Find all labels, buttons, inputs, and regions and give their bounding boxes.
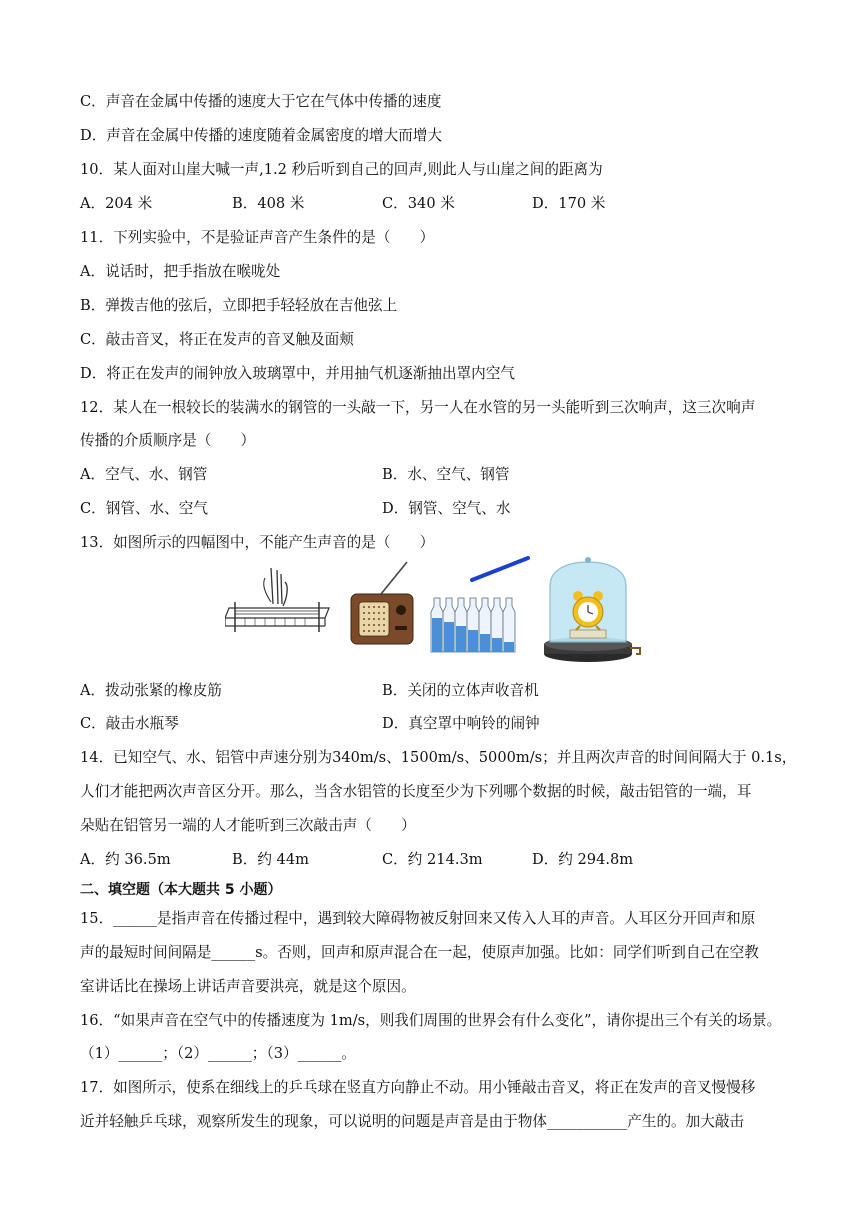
q14-stem-line1: 14．已知空气、水、铝管中声速分别为340m/s、1500m/s、5000m/s；并且两次声音的时间间隔大于 0.1s， [80, 749, 797, 766]
q13-option-b: B．关闭的立体声收音机 [382, 682, 539, 699]
q9-option-c: C．声音在金属中传播的速度大于它在气体中传播的速度 [80, 93, 442, 110]
q12-stem-line1: 12．某人在一根较长的装满水的钢管的一头敲一下，另一人在水管的另一头能听到三次响声，这三次响声 [80, 399, 756, 416]
q12-stem-line2: 传播的介质顺序是（ ） [80, 432, 256, 449]
q15-line1: 15．______是指声音在传播过程中，遇到较大障碍物被反射回来又传入人耳的声音。人耳区分开回声和原 [80, 910, 756, 927]
q11-option-a: A．说话时，把手指放在喉咙处 [80, 263, 281, 280]
q11-stem: 11．下列实验中，不是验证声音产生条件的是（ ） [80, 229, 435, 246]
q11-option-c: C．敲击音叉，将正在发声的音叉触及面颊 [80, 331, 354, 348]
q17-line1: 17．如图所示，使系在细线上的乒乓球在竖直方向静止不动。用小锤敲击音叉，将正在发声的音叉慢慢移 [80, 1079, 756, 1096]
q12-option-c: C．钢管、水、空气 [80, 500, 208, 517]
q14-option-c: C．约 214.3m [382, 851, 483, 868]
q14-option-a: A．约 36.5m [80, 851, 171, 868]
q11-option-d: D．将正在发声的闹钟放入玻璃罩中，并用抽气机逐渐抽出罩内空气 [80, 365, 515, 382]
q12-option-b: B．水、空气、钢管 [382, 466, 510, 483]
q10-option-a: A．204 米 [80, 195, 153, 212]
q14-stem-line3: 朵贴在铝管另一端的人才能听到三次敲击声（ ） [80, 817, 416, 834]
q12-option-a: A．空气、水、钢管 [80, 466, 208, 483]
q10-stem: 10．某人面对山崖大喊一声,1.2 秒后听到自己的回声,则此人与山崖之间的距离为 [80, 161, 603, 178]
q10-option-c: C．340 米 [382, 195, 455, 212]
q13-options-row2 [80, 712, 780, 732]
q14-stem-line2: 人们才能把两次声音区分开。那么，当含水铝管的长度至少为下列哪个数据的时候，敲击铝管的一端，耳 [80, 783, 752, 800]
q10-options [80, 192, 780, 212]
rubber-band-board-icon [225, 556, 333, 666]
q13-option-a: A．拨动张紧的橡皮筋 [80, 682, 222, 699]
radio-icon [345, 556, 419, 666]
section-heading-fill-in: 二、填空题（本大题共 5 小题） [80, 882, 282, 898]
q14-option-b: B．约 44m [232, 851, 309, 868]
bell-jar-alarm-clock-icon [540, 556, 644, 666]
q10-option-b: B．408 米 [232, 195, 305, 212]
q14-option-d: D．约 294.8m [532, 851, 634, 868]
q10-option-d: D．170 米 [532, 195, 606, 212]
q13-options-row1 [80, 679, 780, 699]
q15-line3: 室讲话比在操场上讲话声音要洪亮，就是这个原因。 [80, 978, 416, 995]
q14-options [80, 848, 780, 868]
q12-options-row2 [80, 497, 780, 517]
q12-options-row1 [80, 463, 780, 483]
q15-line2: 声的最短时间间隔是______s。否则，回声和原声混合在一起，使原声加强。比如：同学们听到自己在空教 [80, 944, 759, 961]
q17-line2: 近并轻触乒乓球，观察所发生的现象，可以说明的问题是声音是由于物体___________产生的。加大敲击 [80, 1113, 745, 1130]
q13-stem: 13．如图所示的四幅图中，不能产生声音的是（ ） [80, 534, 435, 551]
water-bottle-xylophone-icon [430, 556, 530, 666]
q11-option-b: B．弹拨吉他的弦后，立即把手轻轻放在吉他弦上 [80, 297, 398, 314]
q16-line1: 16．“如果声音在空气中的传播速度为 1m/s，则我们周围的世界会有什么变化”，请你提出三个有关的场景。 [80, 1012, 782, 1029]
q13-option-d: D．真空罩中响铃的闹钟 [382, 715, 540, 732]
q13-option-c: C．敲击水瓶琴 [80, 715, 179, 732]
q16-line2: （1）______；（2）______；（3）______。 [80, 1045, 356, 1062]
q13-figures [225, 556, 645, 668]
q12-option-d: D．钢管、空气、水 [382, 500, 511, 517]
q9-option-d: D．声音在金属中传播的速度随着金属密度的增大而增大 [80, 127, 442, 144]
